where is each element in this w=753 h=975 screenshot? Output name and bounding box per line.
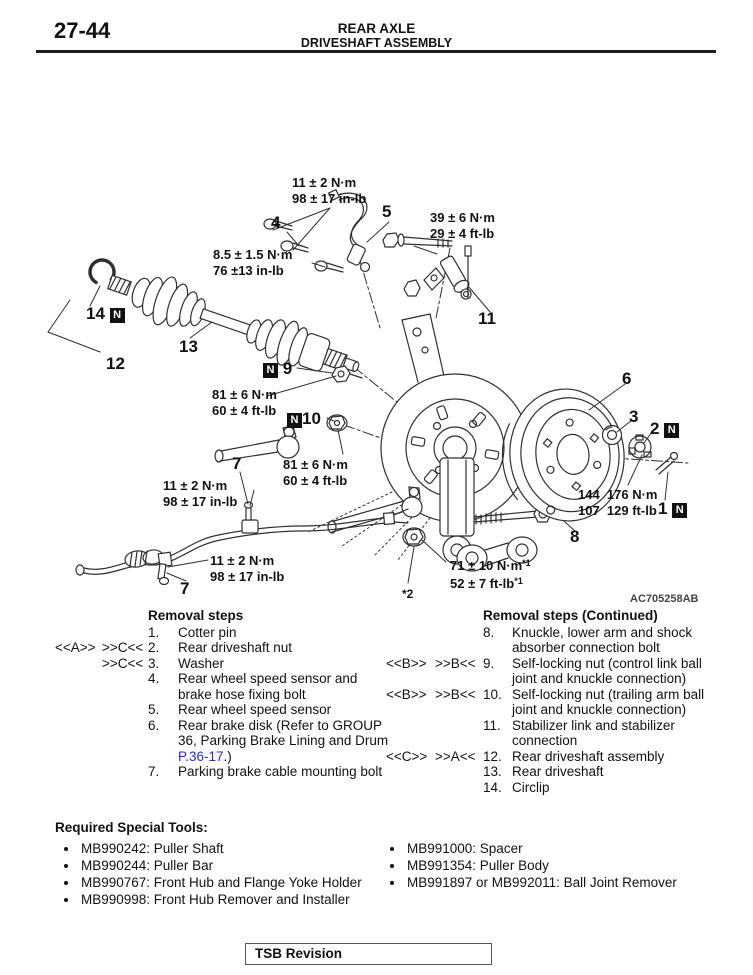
tools-list-left <box>62 840 362 908</box>
procedure-marker: >>A<< <box>435 748 476 764</box>
tool-item: • MB990242: Puller Shaft <box>79 840 362 857</box>
step-row: 1. Cotter pin <box>148 624 237 640</box>
callout-14: 14 N <box>86 305 125 323</box>
removal-steps-left <box>55 608 395 780</box>
callout-1: 1 N <box>658 500 687 518</box>
step-row: 14. Circlip <box>483 779 550 795</box>
tool-item: • MB991000: Spacer <box>405 840 677 857</box>
step-row: <<A>> >>C<< 2. Rear driveshaft nut <box>55 640 293 655</box>
grommet-3 <box>603 426 622 445</box>
callout-star2: *2 <box>402 587 414 601</box>
tsb-revision-box: TSB Revision <box>245 943 492 965</box>
procedure-marker: >>B<< <box>435 686 476 702</box>
rear-driveshaft <box>102 258 366 391</box>
cotter-pin-1 <box>656 453 678 475</box>
tool-item: • MB991897 or MB992011: Ball Joint Remover <box>405 874 677 891</box>
removal-steps-right <box>386 608 726 795</box>
torque-label-knuckle-bolt: 71 ± 10 $N\cdot m^{*1}$ 52 ± 7 $ft-lb^{*1}$ <box>450 558 531 591</box>
procedure-marker: <<B>> <box>386 686 427 702</box>
step-row: 4. Rear wheel speed sensor and brake hose fixing bolt <box>148 671 358 702</box>
procedure-marker: <<B>> <box>386 655 427 671</box>
stabilizer-link-11 <box>404 246 475 302</box>
tools-title: Required Special Tools: <box>55 820 208 835</box>
removal-steps-continued-title: Removal steps (Continued) <box>483 608 658 623</box>
tool-item: • MB990244: Puller Bar <box>79 857 362 874</box>
torque-label-sensor-bolts: 11 ± 2 N·m 98 ± 17 in-lb <box>292 175 367 206</box>
cable-bolt-lower <box>158 564 169 585</box>
callout-5: 5 <box>382 202 392 221</box>
callout-11: 11 <box>478 309 496 328</box>
callout-10: N 10 <box>287 410 321 428</box>
cable-bolt-upper <box>245 502 253 520</box>
figure-code: AC705258AB <box>630 593 699 605</box>
procedure-marker: <<A>> <box>55 640 96 655</box>
self-locking-nut-10 <box>327 415 347 431</box>
callout-7-lower: 7 <box>180 579 190 598</box>
tool-item: • MB991354: Puller Body <box>405 857 677 874</box>
torque-label-stabilizer: 39 ± 6 N·m 29 ± 4 ft-lb <box>430 210 495 241</box>
header-rule <box>36 50 716 53</box>
torque-label-harness-bolt: 8.5 ± 1.5 N·m 76 ±13 in-lb <box>213 247 293 278</box>
tools-list-right <box>388 840 677 891</box>
callout-12: 12 <box>106 354 125 373</box>
n-box-icon: N <box>672 503 687 518</box>
torque-label-trailing-arm: 81 ± 6 N·m 60 ± 4 ft-lb <box>283 457 348 488</box>
step-row: 5. Rear wheel speed sensor <box>148 702 332 717</box>
step-row: 6. Rear brake disk (Refer to GROUP 36, Parking Brake Lining and Drum P.36-17.) <box>148 717 389 764</box>
subsection-title: DRIVESHAFT ASSEMBLY <box>300 36 453 50</box>
step-row: <<B>> >>B<< 9. Self-locking nut (control link ball joint and knuckle connection) <box>386 655 702 686</box>
procedure-marker: >>B<< <box>435 655 476 671</box>
callout-13: 13 <box>179 337 198 356</box>
callout-6: 6 <box>622 369 632 388</box>
step-row: 8. Knuckle, lower arm and shock absorber connection bolt <box>483 624 693 655</box>
step-row: >>C<< 3. Washer <box>102 655 225 671</box>
step-row: <<B>> >>B<< 10. Self-locking nut (trailing arm ball joint and knuckle connection) <box>386 686 705 717</box>
callout-4: 4 <box>271 213 281 232</box>
torque-label-driveshaft-nut: 144 176 N·m 107 129 ft-lb <box>578 487 658 518</box>
callout-7-upper: 7 <box>232 454 242 473</box>
tool-item: • MB990998: Front Hub Remover and Installer <box>79 891 362 908</box>
n-box-icon: N <box>263 363 278 378</box>
driveshaft-assembly-diagram <box>40 160 720 610</box>
procedure-marker: >>C<< <box>102 640 144 655</box>
procedure-marker: <<C>> <box>386 748 428 764</box>
callout-9: N 9 <box>263 360 292 378</box>
callout-2: 2 N <box>650 420 679 438</box>
knuckle-nut-star2 <box>403 528 425 546</box>
knuckle-bracket <box>402 314 444 382</box>
removal-steps-title: Removal steps <box>148 608 244 623</box>
torque-label-cable-bolt-upper: 11 ± 2 N·m 98 ± 17 in-lb <box>163 478 238 509</box>
section-title: REAR AXLE <box>337 21 416 36</box>
torque-label-cable-bolt-lower: 11 ± 2 N·m 98 ± 17 in-lb <box>210 553 285 584</box>
procedure-marker: >>C<< <box>102 655 144 671</box>
page-reference-link[interactable]: P.36-17 <box>178 748 224 764</box>
n-box-icon: N <box>110 308 125 323</box>
torque-label-control-link: 81 ± 6 N·m 60 ± 4 ft-lb <box>212 387 277 418</box>
step-row: 13. Rear driveshaft <box>483 764 604 779</box>
n-box-icon: N <box>287 413 302 428</box>
tool-item: • MB990767: Front Hub and Flange Yoke Holder <box>79 874 362 891</box>
step-row: 7. Parking brake cable mounting bolt <box>148 764 383 779</box>
n-box-icon: N <box>664 423 679 438</box>
step-row: 11. Stabilizer link and stabilizer connection <box>483 717 675 748</box>
callout-8: 8 <box>570 527 580 546</box>
callout-3: 3 <box>629 407 639 426</box>
page-number: 27-44 <box>54 18 111 43</box>
step-row: <<C>> >>A<< 12. Rear driveshaft assembly <box>386 748 665 764</box>
page-header <box>0 21 753 50</box>
